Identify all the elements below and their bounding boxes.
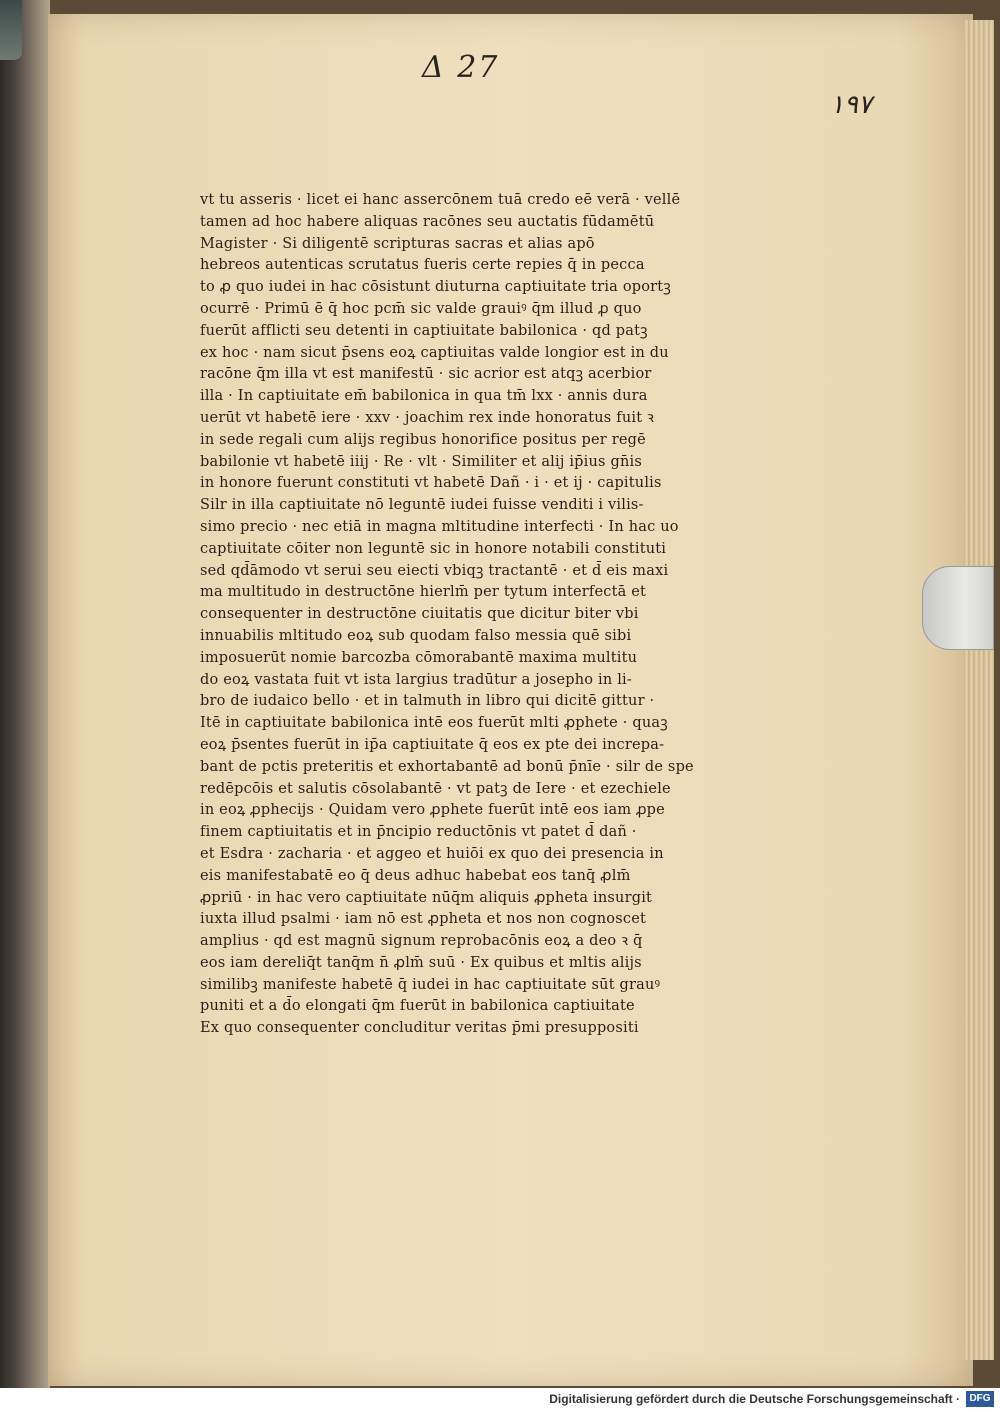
text-line: in sede regali cum alijs regibus honorifice positus per regē	[200, 431, 646, 448]
text-line: ꝓpriū · in hac vero captiuitate nūq̄m aliquis ꝓpheta insurgit	[200, 889, 653, 906]
text-line: similibꝫ manifeste habetē q̄ iudei in hac captiuitate sūt grauꝰ	[200, 976, 661, 993]
text-line: Silr in illa captiuitate nō leguntē iudei fuisse venditi i vilis-	[200, 497, 644, 514]
text-line: imposuerūt nomie barcozba cōmorabantē maxima multitu	[200, 649, 638, 666]
text-line: babilonie vt habetē iiij · Re · vlt · Similiter et alij ip̄ius gn̄is	[200, 453, 642, 470]
text-line: Itē in captiuitate babilonica intē eos fuerūt mlti ꝓphete · quaꝫ	[200, 715, 668, 732]
folio-number: ١٩٧	[830, 90, 872, 120]
text-line: in eoꝝ ꝓphecijs · Quidam vero ꝓphete fuerūt intē eos iam ꝓpe	[200, 802, 665, 819]
page-edges	[964, 20, 994, 1360]
text-line: racōne q̄m illa vt est manifestū · sic acrior est atqꝫ acerbior	[200, 366, 652, 383]
text-line: ex hoc · nam sicut p̄sens eoꝝ captiuitas valde longior est in du	[200, 344, 669, 361]
text-line: amplius · qd est magnū signum reprobacōnis eoꝝ a deo ꝛ q̄	[200, 933, 643, 950]
text-line: bant de pctis preteritis et exhortabantē ad bonū p̄nīe · silr de spe	[200, 758, 694, 775]
funding-credit: Digitalisierung gefördert durch die Deutsche Forschungsgemeinschaft ·	[549, 1392, 960, 1406]
text-line: ma multitudo in destructōne hierlm̄ per tytum interfectā et	[200, 584, 647, 601]
text-line: captiuitate cōiter non leguntē sic in honore notabili constituti	[200, 540, 667, 557]
text-line: puniti et a d̄o elongati q̄m fuerūt in babilonica captiuitate	[200, 998, 635, 1015]
text-line: eis manifestabatē eo q̄ deus adhuc habebat eos tanq̄ ꝓlm̄	[200, 867, 631, 884]
text-line: iuxta illud psalmi · iam nō est ꝓpheta et nos non cognoscet	[200, 911, 647, 928]
text-line: hebreos autenticas scrutatus fueris certe repies q̄ in pecca	[200, 257, 645, 274]
binding-clip	[0, 0, 22, 60]
text-line: vt tu asseris · licet ei hanc assercōnem tuā credo eē verā · vellē	[200, 192, 681, 208]
text-line: Magister · Si diligentē scripturas sacras et alias apō	[200, 235, 595, 252]
text-line: to ꝓ quo iudei in hac cōsistunt diuturna captiuitate tria oportꝫ	[200, 279, 671, 296]
text-line: consequenter in destructōne ciuitatis que dicitur biter vbi	[200, 606, 639, 623]
text-line: fuerūt afflicti seu detenti in captiuitate babilonica · qd patꝫ	[200, 322, 648, 339]
text-line: simo precio · nec etiā in magna mltitudine interfecti · In hac uo	[200, 518, 679, 535]
page-tab-marker	[922, 566, 994, 650]
text-line: eos iam dereliq̄t tanq̄m n̄ ꝓlm̄ suū · Ex quibus et mltis alijs	[200, 954, 642, 971]
text-line: tamen ad hoc habere aliquas racōnes seu auctatis fūdamētū	[200, 213, 655, 230]
text-line: illa · In captiuitate em̄ babilonica in qua tm̄ lxx · annis dura	[200, 388, 648, 405]
text-line: et Esdra · zacharia · et aggeo et huiōi ex quo dei presencia in	[200, 845, 664, 862]
text-line: bro de iudaico bello · et in talmuth in libro qui dicitē gittur ·	[200, 693, 655, 710]
text-line: finem captiuitatis et in p̄ncipio reductōnis vt patet d̄ dañ ·	[200, 824, 637, 841]
text-line: sed qd̄āmodo vt serui seu eiecti vbiqꝫ tractantē · et d̄ eis maxi	[200, 562, 669, 579]
text-line: ocurrē · Primū ē q̄ hoc pcm̄ sic valde grauiꝰ q̄m illud ꝓ quo	[200, 300, 642, 317]
book-binding	[0, 0, 50, 1388]
text-block	[200, 190, 740, 1040]
text-line: uerūt vt habetē iere · xxv · joachim rex inde honoratus fuit ꝛ	[200, 409, 655, 426]
text-line: innuabilis mltitudo eoꝝ sub quodam falso messia quē sibi	[200, 627, 632, 644]
dfg-logo: DFG	[966, 1391, 994, 1407]
text-line: redēpcōis et salutis cōsolabantē · vt patꝫ de Iere · et ezechiele	[200, 780, 671, 797]
text-line: in honore fuerunt constituti vt habetē Dañ · i · et ij · capitulis	[200, 475, 662, 492]
shelfmark-annotation: Δ 27	[422, 50, 500, 85]
text-line: Ex quo consequenter concluditur veritas p̄mi presuppositi	[200, 1020, 639, 1037]
text-line: eoꝝ p̄sentes fuerūt in ip̄a captiuitate q̄ eos ex pte dei increpa-	[200, 736, 665, 753]
text-line: do eoꝝ vastata fuit vt ista largius tradūtur a josepho in li-	[200, 671, 632, 688]
footer-bar	[0, 1388, 1000, 1412]
